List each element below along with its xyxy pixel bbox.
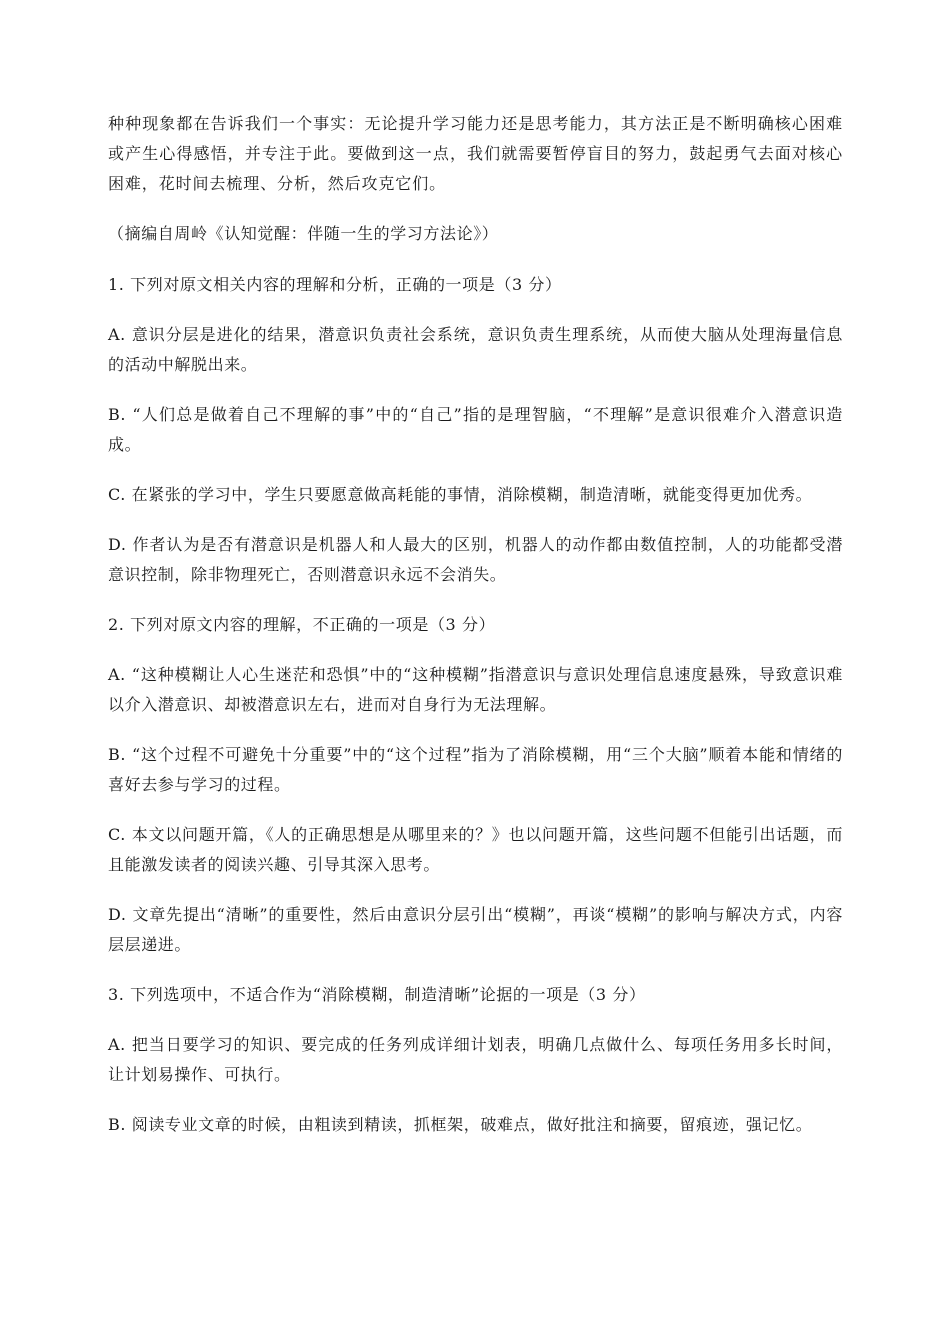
question-3-option-a: A. 把当日要学习的知识、要完成的任务列成详细计划表，明确几点做什么、每项任务用多长时间，让计划易操作、可执行。: [108, 1035, 843, 1084]
question-1-option-a: A. 意识分层是进化的结果，潜意识负责社会系统，意识负责生理系统，从而使大脑从处理海量信息的活动中解脱出来。: [108, 325, 843, 374]
question-2-stem: 2. 下列对原文内容的理解，不正确的一项是（3 分）: [108, 615, 496, 634]
question-1-option-b: B. “人们总是做着自己不理解的事”中的“自己”指的是理智脑，“不理解”是意识很难介入潜意识造成。: [108, 405, 843, 454]
question-3-option-b: B. 阅读专业文章的时候，由粗读到精读，抓框架，破难点，做好批注和摘要，留痕迹，强记忆。: [108, 1115, 813, 1134]
question-1-option-d: D. 作者认为是否有潜意识是机器人和人最大的区别，机器人的动作都由数值控制，人的功能都受潜意识控制，除非物理死亡，否则潜意识永远不会消失。: [108, 535, 843, 584]
question-1-stem: 1. 下列对原文相关内容的理解和分析，正确的一项是（3 分）: [108, 275, 562, 294]
intro-paragraph: 种种现象都在告诉我们一个事实：无论提升学习能力还是思考能力，其方法正是不断明确核心困难或产生心得感悟，并专注于此。要做到这一点，我们就需要暂停盲目的努力，鼓起勇气去面对核心困难，花时间去梳理、分析，然后攻克它们。: [108, 114, 843, 193]
document-page: [108, 109, 843, 1160]
question-2-option-c: C. 本文以问题开篇，《人的正确思想是从哪里来的？》也以问题开篇，这些问题不但能引出话题，而且能激发读者的阅读兴趣、引导其深入思考。: [108, 825, 843, 874]
question-1-option-c: C. 在紧张的学习中，学生只要愿意做高耗能的事情，消除模糊，制造清晰，就能变得更加优秀。: [108, 485, 813, 504]
question-2-option-a: A. “这种模糊让人心生迷茫和恐惧”中的“这种模糊”指潜意识与意识处理信息速度悬殊，导致意识难以介入潜意识、却被潜意识左右，进而对自身行为无法理解。: [108, 665, 843, 714]
question-2-option-d: D. 文章先提出“清晰”的重要性，然后由意识分层引出“模糊”，再谈“模糊”的影响与解决方式，内容层层递进。: [108, 905, 843, 954]
question-2-option-b: B. “这个过程不可避免十分重要”中的“这个过程”指为了消除模糊，用“三个大脑”顺着本能和情绪的喜好去参与学习的过程。: [108, 745, 843, 794]
question-3-stem: 3. 下列选项中，不适合作为“消除模糊，制造清晰”论据的一项是（3 分）: [108, 985, 646, 1004]
source-citation: （摘编自周岭《认知觉醒：伴随一生的学习方法论》）: [108, 224, 499, 243]
